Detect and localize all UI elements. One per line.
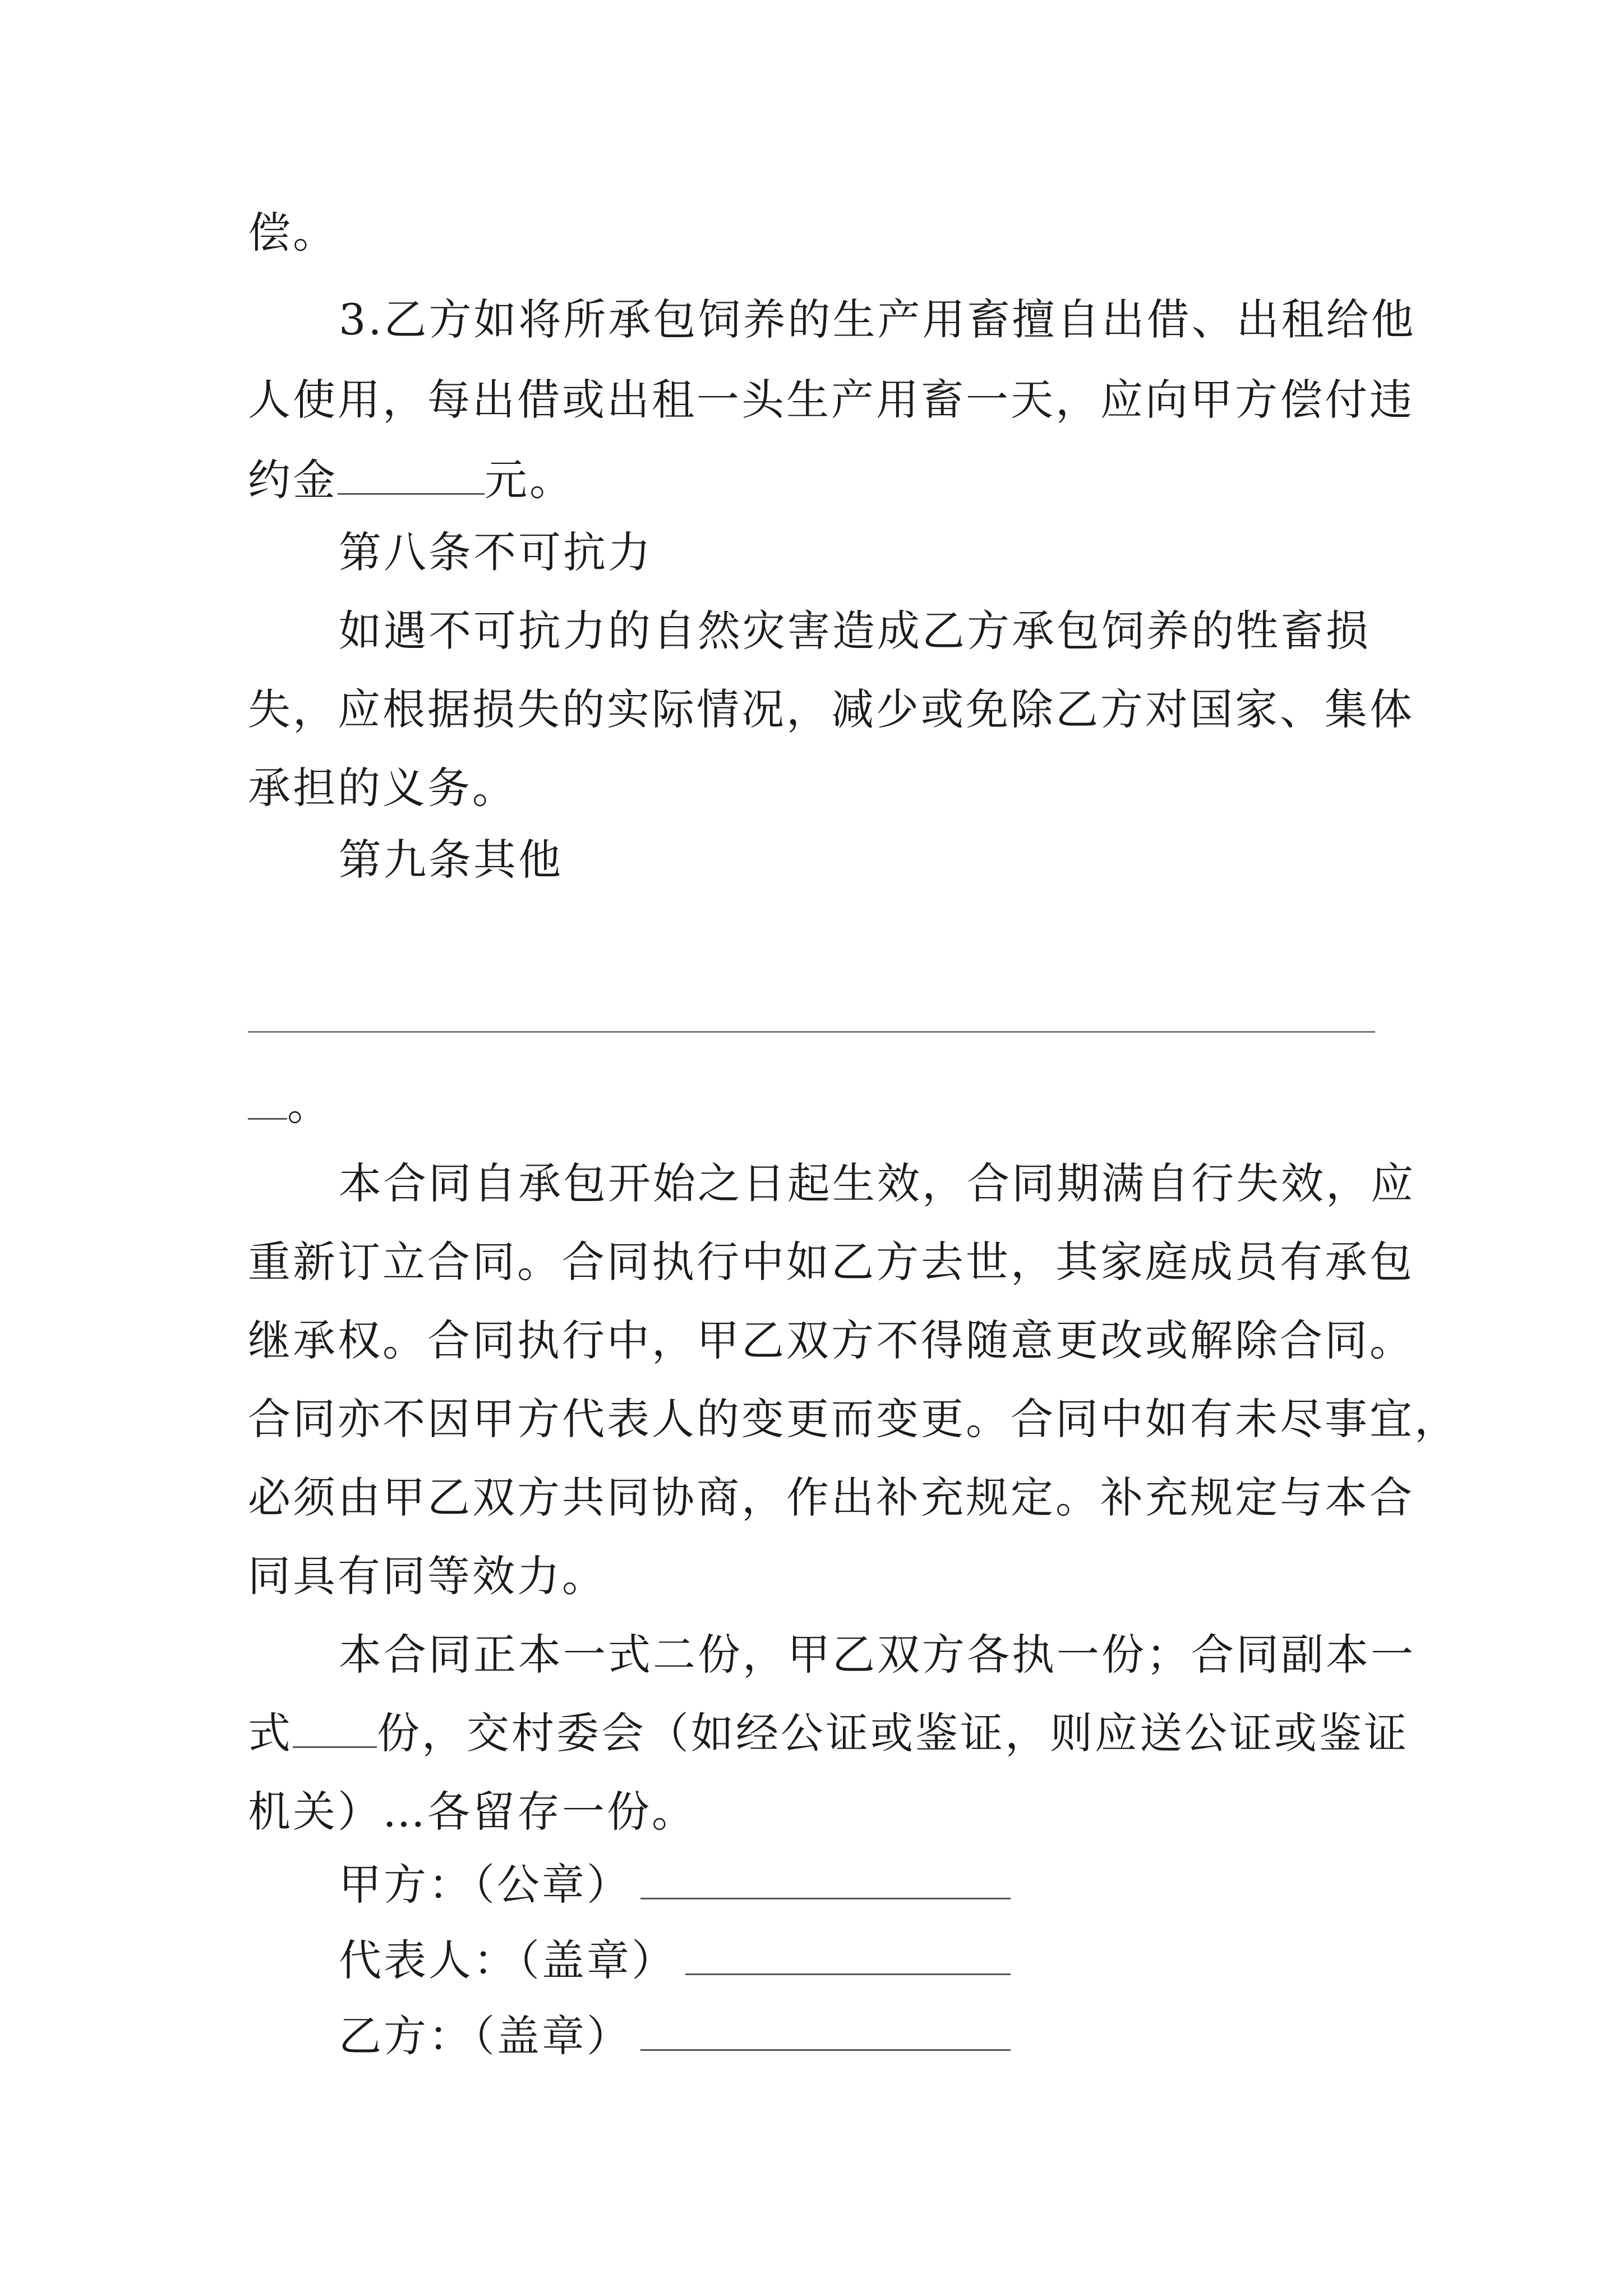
paragraph-line bbox=[248, 1077, 332, 1133]
signature-line-representative bbox=[339, 1932, 1011, 1989]
paragraph-line bbox=[248, 1470, 1414, 1526]
paragraph-line bbox=[248, 1784, 697, 1840]
text-span: 本合同自承包开始之日起生效，合同期满自行失效，应 bbox=[339, 1158, 1415, 1208]
text-span: 失，应根据损失的实际情况，减少或免除乙方对国家、集体 bbox=[248, 684, 1414, 734]
fill-in-line bbox=[248, 1031, 1375, 1033]
fill-in-blank bbox=[338, 456, 485, 495]
text-span: 同具有同等效力。 bbox=[248, 1551, 607, 1601]
text-span: 继承权。合同执行中，甲乙双方不得随意更改或解除合同。 bbox=[248, 1315, 1414, 1365]
fill-in-blank bbox=[248, 1081, 287, 1120]
text-span: 约金 bbox=[248, 455, 338, 505]
paragraph-line bbox=[248, 760, 517, 816]
text-span: 如遇不可抗力的自然灾害造成乙方承包饲养的牲畜损 bbox=[339, 606, 1371, 656]
text-span: 第八条不可抗力 bbox=[339, 527, 653, 577]
section-heading bbox=[339, 832, 563, 888]
signature-label: 甲方：（公章） bbox=[339, 1860, 631, 1910]
signature-label: 代表人：（盖章） bbox=[339, 1935, 676, 1985]
paragraph-line bbox=[339, 1156, 1415, 1212]
text-span: 合同亦不因甲方代表人的变更而变更。合同中如有未尽事宜， bbox=[248, 1394, 1459, 1444]
text-span: 承担的义务。 bbox=[248, 763, 517, 813]
signature-blank bbox=[685, 1936, 1011, 1975]
text-span: 人使用，每出借或出租一头生产用畜一天，应向甲方偿付违 bbox=[248, 375, 1414, 425]
paragraph-line bbox=[248, 1234, 1414, 1290]
text-span: 机关）…各留存一份。 bbox=[248, 1787, 697, 1837]
text-span: 必须由甲乙双方共同协商，作出补充规定。补充规定与本合 bbox=[248, 1473, 1414, 1522]
paragraph-line bbox=[248, 682, 1414, 738]
signature-blank bbox=[640, 1861, 1011, 1899]
paragraph-line bbox=[248, 1705, 1409, 1761]
paragraph-line bbox=[248, 1391, 1459, 1447]
signature-line-party-a bbox=[339, 1857, 1011, 1913]
signature-label: 乙方：（盖章） bbox=[339, 2011, 631, 2061]
paragraph-line bbox=[248, 205, 338, 261]
paragraph-line bbox=[248, 1313, 1414, 1369]
paragraph-line bbox=[248, 452, 574, 508]
text-span: 。 bbox=[287, 1080, 332, 1130]
paragraph-line bbox=[248, 1548, 607, 1604]
fill-in-blank bbox=[293, 1709, 377, 1748]
text-span: 第九条其他 bbox=[339, 835, 563, 885]
section-heading bbox=[339, 524, 653, 581]
text-span: 3.乙方如将所承包饲养的生产用畜擅自出借、出租给他 bbox=[339, 295, 1416, 344]
signature-line-party-b bbox=[339, 2008, 1011, 2064]
text-span: 偿。 bbox=[248, 208, 338, 257]
text-span: 重新订立合同。合同执行中如乙方去世，其家庭成员有承包 bbox=[248, 1237, 1414, 1287]
signature-blank bbox=[640, 2012, 1011, 2051]
paragraph-line bbox=[248, 372, 1414, 428]
text-span: 份，交村委会（如经公证或鉴证，则应送公证或鉴证 bbox=[377, 1708, 1409, 1758]
paragraph-line bbox=[339, 1627, 1415, 1683]
text-span: 本合同正本一式二份，甲乙双方各执一份；合同副本一 bbox=[339, 1630, 1415, 1680]
paragraph-line bbox=[339, 292, 1416, 348]
paragraph-line bbox=[339, 603, 1371, 659]
text-span: 元。 bbox=[485, 455, 574, 505]
text-span: 式 bbox=[248, 1708, 293, 1758]
